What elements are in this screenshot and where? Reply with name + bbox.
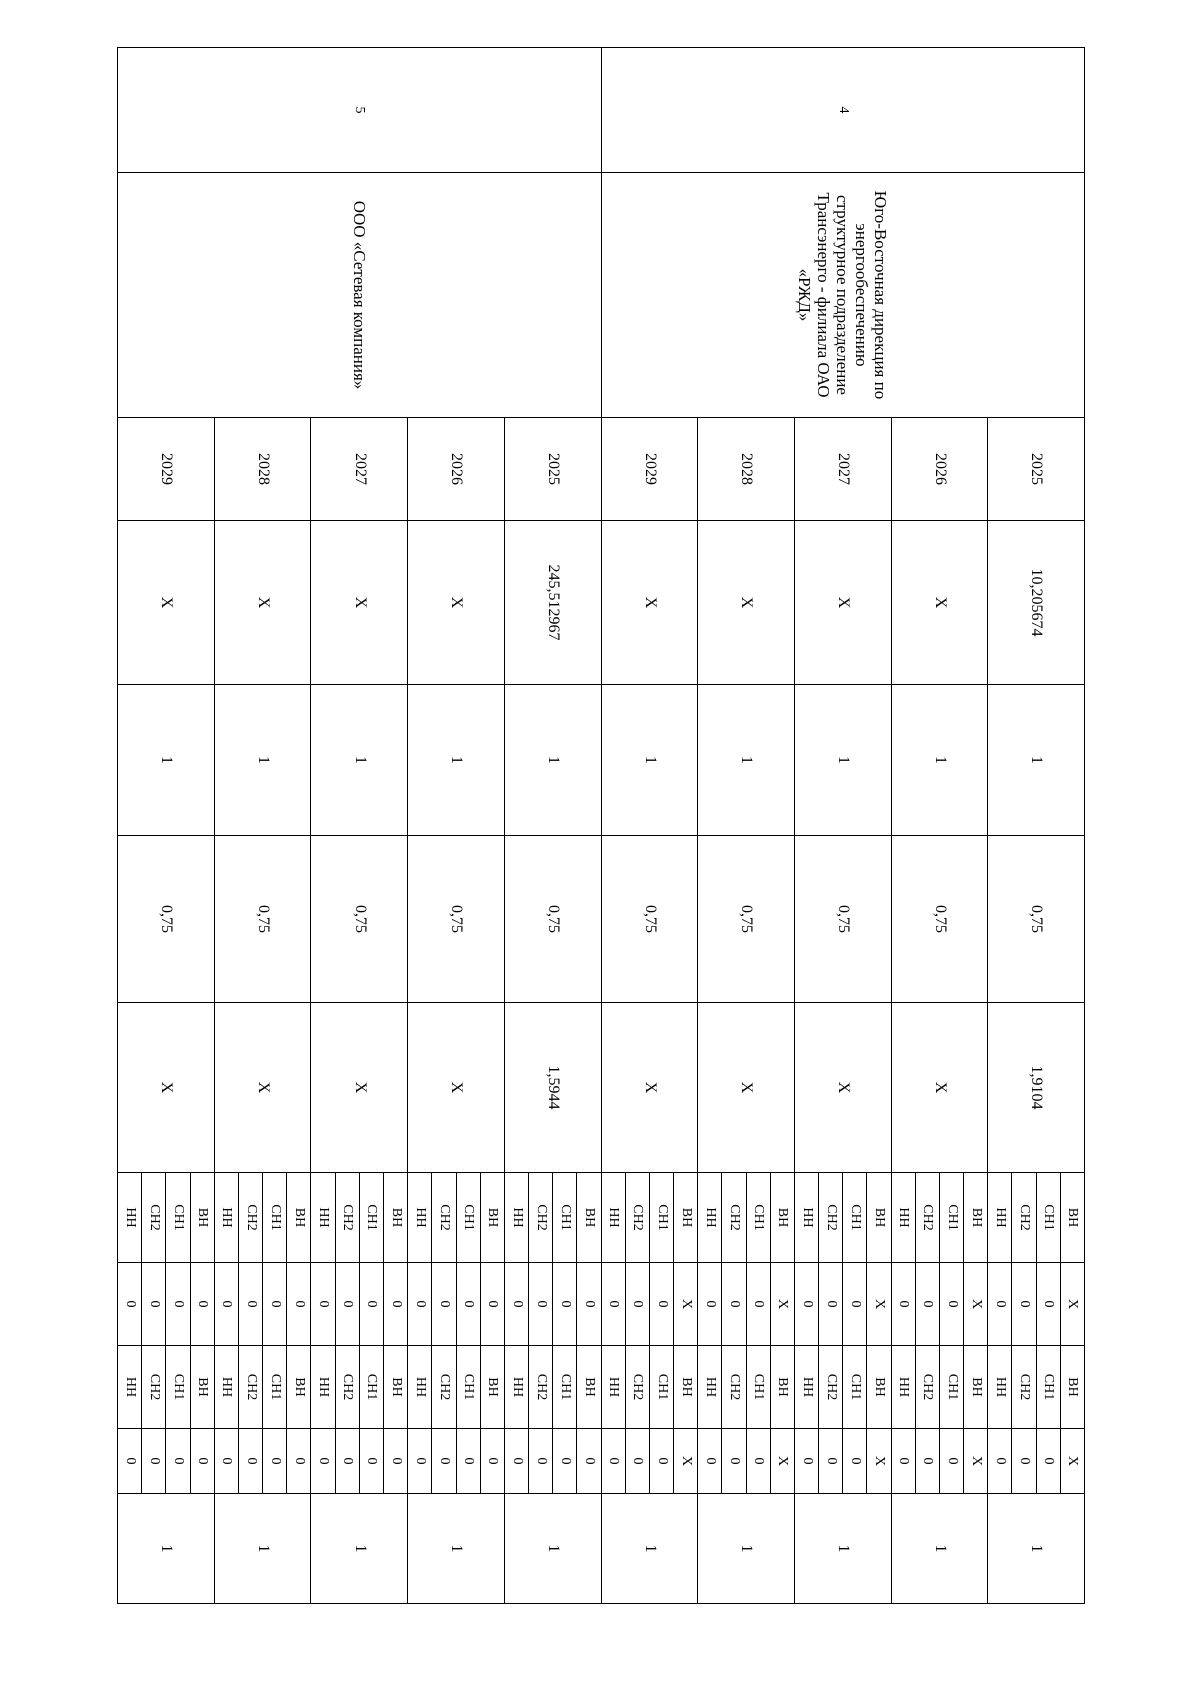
voltage-level: НН <box>311 1173 335 1263</box>
level-value: 0 <box>529 1429 553 1494</box>
level-value: 0 <box>142 1263 166 1346</box>
level-value: 0 <box>335 1429 359 1494</box>
level-value: 0 <box>649 1429 673 1494</box>
level-value: 0 <box>480 1263 504 1346</box>
level-value: 0 <box>988 1429 1012 1494</box>
coefficient-cell: 0,75 <box>988 836 1085 1003</box>
value-cell: X <box>408 521 505 685</box>
voltage-level: СН2 <box>335 1173 359 1263</box>
value-cell: X <box>118 521 215 685</box>
year-cell: 2028 <box>698 418 795 521</box>
level-value: 0 <box>480 1429 504 1494</box>
value-cell: X <box>794 521 891 685</box>
coefficient-cell: 1 <box>408 685 505 836</box>
voltage-level: СН2 <box>915 1346 939 1429</box>
level-value: 0 <box>577 1263 601 1346</box>
table-body <box>118 48 1085 1604</box>
voltage-level: ВН <box>770 1173 794 1263</box>
voltage-level: СН1 <box>939 1173 963 1263</box>
level-value: 0 <box>746 1263 770 1346</box>
voltage-level: СН1 <box>746 1173 770 1263</box>
level-value: 0 <box>698 1429 722 1494</box>
level-value: 0 <box>287 1429 311 1494</box>
level-value: 0 <box>504 1263 528 1346</box>
level-value: 0 <box>166 1263 190 1346</box>
voltage-level: НН <box>891 1173 915 1263</box>
year-cell: 2027 <box>794 418 891 521</box>
voltage-level: НН <box>214 1346 238 1429</box>
table-row <box>577 48 601 1604</box>
level-value: 0 <box>214 1263 238 1346</box>
voltage-level: СН1 <box>263 1346 287 1429</box>
level-value: 0 <box>263 1263 287 1346</box>
voltage-level: ВН <box>1060 1346 1084 1429</box>
voltage-level: СН1 <box>263 1173 287 1263</box>
value-cell: X <box>118 1003 215 1173</box>
voltage-level: ВН <box>287 1173 311 1263</box>
coefficient-cell: 1 <box>408 1494 505 1604</box>
coefficient-cell: 1 <box>214 1494 311 1604</box>
level-value: 0 <box>891 1429 915 1494</box>
level-value: 0 <box>384 1263 408 1346</box>
value-cell: 245,512967 <box>504 521 601 685</box>
voltage-level: НН <box>214 1173 238 1263</box>
level-value: X <box>770 1429 794 1494</box>
level-value: 0 <box>384 1429 408 1494</box>
voltage-level: НН <box>794 1173 818 1263</box>
level-value: 0 <box>843 1429 867 1494</box>
level-value: 0 <box>142 1429 166 1494</box>
year-cell: 2029 <box>601 418 698 521</box>
coefficient-cell: 0,75 <box>118 836 215 1003</box>
level-value: 0 <box>915 1429 939 1494</box>
level-value: X <box>1060 1263 1084 1346</box>
voltage-level: НН <box>698 1346 722 1429</box>
coefficient-cell: 1 <box>794 1494 891 1604</box>
value-cell: 1,5944 <box>504 1003 601 1173</box>
level-value: 0 <box>988 1263 1012 1346</box>
value-cell: X <box>601 521 698 685</box>
coefficient-cell: 1 <box>504 1494 601 1604</box>
voltage-level: ВН <box>867 1173 891 1263</box>
level-value: 0 <box>1012 1429 1036 1494</box>
voltage-level: ВН <box>964 1173 988 1263</box>
level-value: 0 <box>118 1429 142 1494</box>
level-value: 0 <box>287 1263 311 1346</box>
rotated-page <box>117 47 1085 1603</box>
voltage-level: СН2 <box>1012 1346 1036 1429</box>
level-value: 0 <box>819 1263 843 1346</box>
voltage-level: СН2 <box>335 1346 359 1429</box>
level-value: 0 <box>939 1263 963 1346</box>
year-cell: 2028 <box>214 418 311 521</box>
voltage-level: ВН <box>190 1173 214 1263</box>
year-cell: 2026 <box>408 418 505 521</box>
coefficient-cell: 0,75 <box>311 836 408 1003</box>
voltage-level: СН1 <box>456 1173 480 1263</box>
voltage-level: СН2 <box>915 1173 939 1263</box>
group-number: 4 <box>601 48 1084 173</box>
voltage-level: СН1 <box>553 1173 577 1263</box>
table-row <box>1060 48 1084 1604</box>
year-cell: 2025 <box>988 418 1085 521</box>
level-value: 0 <box>1036 1263 1060 1346</box>
voltage-level: СН1 <box>939 1346 963 1429</box>
year-cell: 2029 <box>118 418 215 521</box>
coefficient-cell: 1 <box>698 1494 795 1604</box>
voltage-level: СН2 <box>529 1173 553 1263</box>
level-value: 0 <box>722 1263 746 1346</box>
voltage-level: ВН <box>577 1346 601 1429</box>
level-value: 0 <box>746 1429 770 1494</box>
level-value: X <box>770 1263 794 1346</box>
level-value: 0 <box>359 1263 383 1346</box>
voltage-level: СН2 <box>432 1173 456 1263</box>
level-value: 0 <box>408 1263 432 1346</box>
level-value: 0 <box>819 1429 843 1494</box>
coefficient-cell: 1 <box>891 685 988 836</box>
level-value: X <box>674 1263 698 1346</box>
voltage-level: СН2 <box>529 1346 553 1429</box>
level-value: 0 <box>190 1263 214 1346</box>
level-value: 0 <box>190 1429 214 1494</box>
level-value: 0 <box>118 1263 142 1346</box>
voltage-level: ВН <box>384 1173 408 1263</box>
level-value: 0 <box>432 1263 456 1346</box>
level-value: 0 <box>311 1429 335 1494</box>
level-value: 0 <box>601 1429 625 1494</box>
group-number: 5 <box>118 48 602 173</box>
voltage-level: НН <box>311 1346 335 1429</box>
level-value: 0 <box>698 1263 722 1346</box>
voltage-level: ВН <box>770 1346 794 1429</box>
level-value: 0 <box>625 1429 649 1494</box>
level-value: X <box>867 1429 891 1494</box>
voltage-level: НН <box>118 1173 142 1263</box>
voltage-level: СН2 <box>432 1346 456 1429</box>
level-value: 0 <box>408 1429 432 1494</box>
level-value: 0 <box>649 1263 673 1346</box>
voltage-level: ВН <box>674 1173 698 1263</box>
value-cell: X <box>891 1003 988 1173</box>
voltage-level: СН2 <box>819 1173 843 1263</box>
level-value: 0 <box>1036 1429 1060 1494</box>
voltage-level: СН1 <box>166 1346 190 1429</box>
coefficient-cell: 0,75 <box>504 836 601 1003</box>
value-cell: X <box>311 521 408 685</box>
level-value: 0 <box>601 1263 625 1346</box>
voltage-level: ВН <box>867 1346 891 1429</box>
value-cell: X <box>601 1003 698 1173</box>
coefficient-cell: 1 <box>988 1494 1085 1604</box>
voltage-level: НН <box>504 1173 528 1263</box>
value-cell: X <box>698 1003 795 1173</box>
year-cell: 2026 <box>891 418 988 521</box>
voltage-level: СН2 <box>142 1173 166 1263</box>
voltage-level: НН <box>408 1346 432 1429</box>
voltage-level: ВН <box>480 1346 504 1429</box>
coefficient-cell: 1 <box>504 685 601 836</box>
coefficient-cell: 1 <box>601 1494 698 1604</box>
coefficient-cell: 0,75 <box>698 836 795 1003</box>
voltage-level: СН2 <box>625 1173 649 1263</box>
voltage-level: СН1 <box>166 1173 190 1263</box>
voltage-level: ВН <box>1060 1173 1084 1263</box>
value-cell: X <box>698 521 795 685</box>
voltage-level: СН2 <box>625 1346 649 1429</box>
voltage-level: СН1 <box>553 1346 577 1429</box>
voltage-level: СН1 <box>1036 1346 1060 1429</box>
voltage-level: НН <box>408 1173 432 1263</box>
level-value: 0 <box>456 1263 480 1346</box>
level-value: 0 <box>359 1429 383 1494</box>
level-value: 0 <box>504 1429 528 1494</box>
coefficient-cell: 0,75 <box>891 836 988 1003</box>
level-value: 0 <box>214 1429 238 1494</box>
level-value: 0 <box>553 1429 577 1494</box>
voltage-level: СН1 <box>843 1346 867 1429</box>
voltage-level: СН2 <box>722 1173 746 1263</box>
voltage-level: СН1 <box>1036 1173 1060 1263</box>
coefficient-cell: 1 <box>118 685 215 836</box>
level-value: X <box>867 1263 891 1346</box>
organization-name: Юго-Восточная дирекция по энергообеспечению структурное подразделение Трансэнерго - филиала ОАО «РЖД» <box>601 173 1084 418</box>
level-value: 0 <box>238 1429 262 1494</box>
level-value: X <box>964 1263 988 1346</box>
coefficient-cell: 1 <box>311 685 408 836</box>
voltage-level: НН <box>988 1173 1012 1263</box>
level-value: 0 <box>722 1429 746 1494</box>
voltage-level: НН <box>891 1346 915 1429</box>
coefficient-cell: 1 <box>988 685 1085 836</box>
level-value: 0 <box>794 1429 818 1494</box>
level-value: 0 <box>456 1429 480 1494</box>
voltage-level: СН1 <box>359 1346 383 1429</box>
coefficient-cell: 0,75 <box>794 836 891 1003</box>
level-value: 0 <box>263 1429 287 1494</box>
voltage-level: СН1 <box>746 1346 770 1429</box>
voltage-level: СН1 <box>843 1173 867 1263</box>
level-value: X <box>964 1429 988 1494</box>
level-value: 0 <box>432 1429 456 1494</box>
voltage-level: СН2 <box>238 1173 262 1263</box>
level-value: 0 <box>843 1263 867 1346</box>
level-value: 0 <box>311 1263 335 1346</box>
coefficient-cell: 0,75 <box>408 836 505 1003</box>
coefficient-cell: 1 <box>794 685 891 836</box>
voltage-level: СН2 <box>142 1346 166 1429</box>
level-value: 0 <box>891 1263 915 1346</box>
value-cell: X <box>891 521 988 685</box>
level-value: 0 <box>335 1263 359 1346</box>
voltage-level: СН2 <box>722 1346 746 1429</box>
voltage-level: СН2 <box>819 1346 843 1429</box>
value-cell: 1,9104 <box>988 1003 1085 1173</box>
coefficient-cell: 1 <box>118 1494 215 1604</box>
coefficient-cell: 1 <box>891 1494 988 1604</box>
voltage-level: НН <box>698 1173 722 1263</box>
coefficient-cell: 1 <box>214 685 311 836</box>
voltage-level: СН1 <box>359 1173 383 1263</box>
level-value: 0 <box>794 1263 818 1346</box>
tariff-table <box>117 47 1085 1604</box>
coefficient-cell: 0,75 <box>214 836 311 1003</box>
year-cell: 2027 <box>311 418 408 521</box>
voltage-level: ВН <box>577 1173 601 1263</box>
voltage-level: НН <box>118 1346 142 1429</box>
level-value: 0 <box>577 1429 601 1494</box>
organization-name: ООО «Сетевая компания» <box>118 173 602 418</box>
value-cell: X <box>214 1003 311 1173</box>
voltage-level: НН <box>601 1346 625 1429</box>
level-value: 0 <box>529 1263 553 1346</box>
level-value: 0 <box>238 1263 262 1346</box>
voltage-level: СН1 <box>649 1346 673 1429</box>
level-value: X <box>1060 1429 1084 1494</box>
voltage-level: НН <box>988 1346 1012 1429</box>
coefficient-cell: 1 <box>601 685 698 836</box>
level-value: X <box>674 1429 698 1494</box>
voltage-level: ВН <box>964 1346 988 1429</box>
voltage-level: СН2 <box>238 1346 262 1429</box>
value-cell: X <box>408 1003 505 1173</box>
voltage-level: ВН <box>190 1346 214 1429</box>
voltage-level: СН2 <box>1012 1173 1036 1263</box>
voltage-level: ВН <box>674 1346 698 1429</box>
level-value: 0 <box>915 1263 939 1346</box>
coefficient-cell: 1 <box>311 1494 408 1604</box>
voltage-level: ВН <box>287 1346 311 1429</box>
coefficient-cell: 0,75 <box>601 836 698 1003</box>
voltage-level: НН <box>794 1346 818 1429</box>
value-cell: X <box>214 521 311 685</box>
value-cell: X <box>794 1003 891 1173</box>
value-cell: X <box>311 1003 408 1173</box>
coefficient-cell: 1 <box>698 685 795 836</box>
level-value: 0 <box>625 1263 649 1346</box>
value-cell: 10,205674 <box>988 521 1085 685</box>
level-value: 0 <box>1012 1263 1036 1346</box>
voltage-level: ВН <box>384 1346 408 1429</box>
level-value: 0 <box>166 1429 190 1494</box>
voltage-level: НН <box>504 1346 528 1429</box>
level-value: 0 <box>939 1429 963 1494</box>
voltage-level: ВН <box>480 1173 504 1263</box>
voltage-level: НН <box>601 1173 625 1263</box>
voltage-level: СН1 <box>649 1173 673 1263</box>
year-cell: 2025 <box>504 418 601 521</box>
level-value: 0 <box>553 1263 577 1346</box>
voltage-level: СН1 <box>456 1346 480 1429</box>
